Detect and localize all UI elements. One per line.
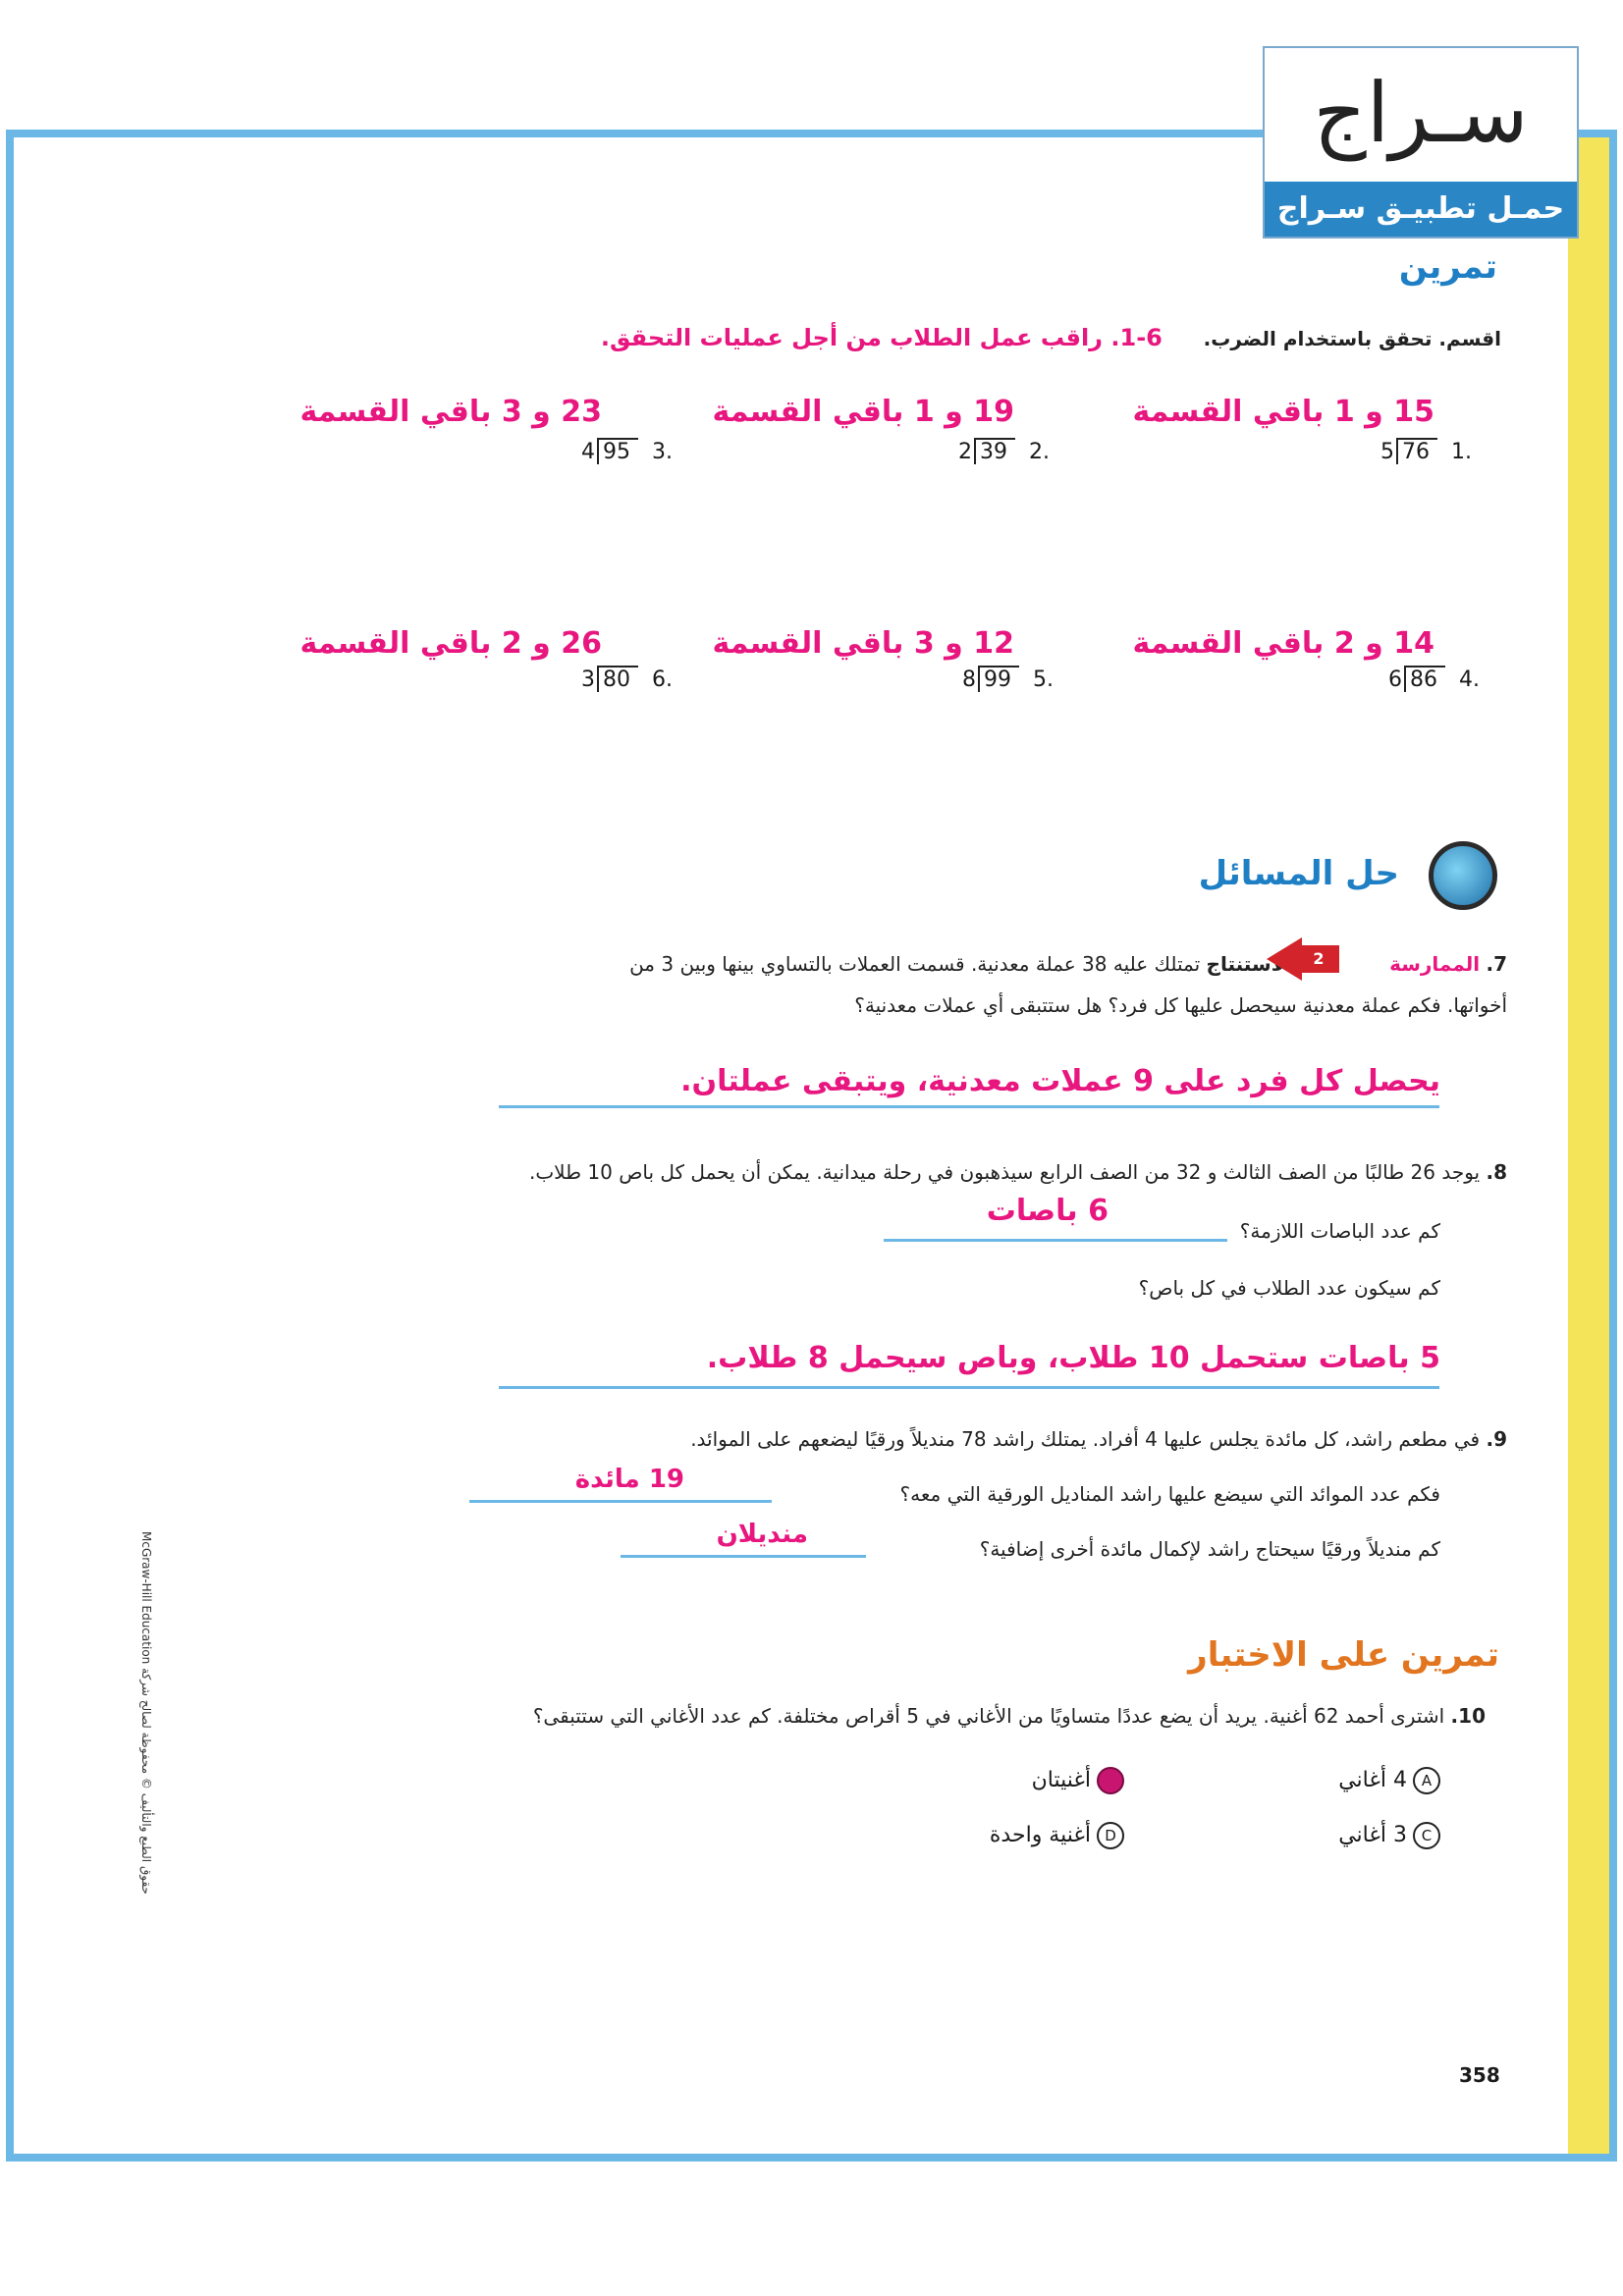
- practice-title: تمرين: [1398, 247, 1497, 287]
- option-a[interactable]: [1338, 1767, 1440, 1794]
- divisor: 3: [581, 667, 595, 692]
- dividend: 39: [974, 438, 1015, 464]
- q8-answer-a-line[interactable]: [884, 1239, 1227, 1242]
- q9-text1: في مطعم راشد، كل مائدة يجلس عليها 4 أفراد. يمتلك راشد 78 منديلاً ورقيًا ليضعهم على الموائد.: [690, 1427, 1481, 1451]
- practice-badge: 2: [1298, 945, 1339, 973]
- q7-line1: [629, 952, 1507, 976]
- q9-answer-b-line[interactable]: [621, 1555, 866, 1558]
- siraj-logo[interactable]: [1263, 46, 1579, 239]
- logo-tagline: حمـل تطبيـق سـراج: [1265, 182, 1577, 237]
- q8-question-a: كم عدد الباصات اللازمة؟: [1239, 1219, 1440, 1243]
- page-frame: [6, 130, 1617, 2162]
- q10-line: [533, 1704, 1486, 1728]
- q10-text: اشترى أحمد 62 أغنية. يريد أن يضع عددًا متساويًا من الأغاني في 5 أقراص مختلفة. كم عدد الأغاني التي ستتبقى؟: [532, 1704, 1445, 1728]
- q9-number: 9.: [1486, 1427, 1507, 1451]
- div-answer-5: 12 و 3 باقي القسمة: [712, 626, 1014, 661]
- div-item-2: [958, 440, 1050, 464]
- div-item-3: [581, 440, 673, 464]
- q7-line2: أخواتها. فكم عملة معدنية سيحصل عليها كل فرد؟ هل ستتبقى أي عملات معدنية؟: [854, 993, 1507, 1017]
- divisor: 2: [958, 440, 972, 464]
- q7-text1: تمتلك عليه 38 عملة معدنية. قسمت العملات بالتساوي بينها وبين 3 من: [629, 952, 1201, 976]
- q8-answer-b: 5 باصات ستحمل 10 طلاب، وباص سيحمل 8 طلاب.: [706, 1341, 1440, 1375]
- practice-instruction: [601, 324, 1501, 351]
- div-answer-3: 23 و 3 باقي القسمة: [299, 395, 602, 429]
- divisor: 4: [581, 440, 595, 464]
- q7-answer: يحصل كل فرد على 9 عملات معدنية، ويتبقى عملتان.: [680, 1064, 1440, 1098]
- instruction-range: 6-1. راقب عمل الطلاب من أجل عمليات التحقق.: [600, 324, 1163, 351]
- globe-icon: [1429, 841, 1497, 910]
- yellow-edge-strip: [1568, 137, 1609, 2154]
- div-item-1: [1380, 440, 1472, 464]
- option-c-text: 3 أغاني: [1338, 1823, 1407, 1847]
- q7-answer-line[interactable]: [499, 1105, 1439, 1108]
- option-a-bubble[interactable]: A: [1413, 1767, 1440, 1794]
- copyright-text: McGraw-Hill Education حقوق الطبع والتأليف © محفوظة لصالح شركة: [139, 1531, 153, 1895]
- div-item-5: [962, 667, 1054, 692]
- q8-question-b: كم سيكون عدد الطلاب في كل باص؟: [1138, 1276, 1440, 1300]
- q9-answer-b: منديلان: [716, 1520, 808, 1549]
- q8-number: 8.: [1486, 1160, 1507, 1184]
- div-answer-6: 26 و 2 باقي القسمة: [299, 626, 602, 661]
- option-b-text: أغنيتان: [1031, 1768, 1091, 1792]
- q7-number: 7.: [1486, 952, 1507, 976]
- option-b[interactable]: [1032, 1767, 1124, 1794]
- div-item-6: [581, 667, 673, 692]
- item-number: 4.: [1459, 667, 1480, 692]
- div-answer-1: 15 و 1 باقي القسمة: [1132, 395, 1434, 429]
- copyright-side-note: [134, 1531, 157, 1953]
- page-number: 358: [1459, 2063, 1500, 2087]
- option-d-bubble[interactable]: D: [1097, 1822, 1124, 1849]
- q7-strategy: الاستنتاج: [1206, 952, 1293, 976]
- item-number: 1.: [1451, 440, 1472, 464]
- divisor: 8: [962, 667, 976, 692]
- q8-answer-b-line[interactable]: [499, 1386, 1439, 1389]
- item-number: 6.: [652, 667, 673, 692]
- option-d-text: أغنية واحدة: [989, 1823, 1091, 1847]
- q8-line1: [529, 1160, 1507, 1184]
- problem-solving-title: حل المسائل: [1198, 854, 1399, 893]
- q9-question-a: فكم عدد الموائد التي سيضع عليها راشد المناديل الورقية التي معه؟: [899, 1482, 1440, 1506]
- divisor: 5: [1380, 440, 1394, 464]
- div-answer-4: 14 و 2 باقي القسمة: [1132, 626, 1434, 661]
- dividend: 76: [1396, 438, 1437, 464]
- q8-answer-a: 6 باصات: [986, 1194, 1109, 1228]
- q9-line1: [690, 1427, 1507, 1451]
- div-answer-2: 19 و 1 باقي القسمة: [712, 395, 1014, 429]
- option-b-bubble-selected[interactable]: [1097, 1767, 1124, 1794]
- dividend: 80: [597, 666, 638, 692]
- divisor: 6: [1388, 667, 1402, 692]
- option-d[interactable]: [990, 1822, 1124, 1849]
- option-a-text: 4 أغاني: [1338, 1768, 1407, 1792]
- option-c-bubble[interactable]: C: [1413, 1822, 1440, 1849]
- div-item-4: [1388, 667, 1480, 692]
- test-practice-title: تمرين على الاختبار: [1188, 1635, 1499, 1675]
- q9-answer-a: 19 مائدة: [574, 1465, 684, 1494]
- q8-text1: يوجد 26 طالبًا من الصف الثالث و 32 من الصف الرابع سيذهبون في رحلة ميدانية. يمكن أن يحمل كل باص 10 طلاب.: [528, 1160, 1481, 1184]
- dividend: 95: [597, 438, 638, 464]
- q9-question-b: كم منديلاً ورقيًا سيحتاج راشد لإكمال مائدة أخرى إضافية؟: [979, 1537, 1440, 1561]
- q10-number: 10.: [1450, 1704, 1486, 1728]
- option-c[interactable]: [1338, 1822, 1440, 1849]
- q7-practice-label: الممارسة: [1389, 952, 1481, 976]
- dividend: 86: [1404, 666, 1445, 692]
- dividend: 99: [978, 666, 1019, 692]
- item-number: 2.: [1029, 440, 1050, 464]
- item-number: 5.: [1033, 667, 1054, 692]
- instruction-lead: اقسم. تحقق باستخدام الضرب.: [1203, 327, 1501, 350]
- q9-answer-a-line[interactable]: [469, 1500, 772, 1503]
- practice-arrow-icon: [1267, 937, 1302, 981]
- item-number: 3.: [652, 440, 673, 464]
- logo-mark: سـراج: [1313, 65, 1529, 161]
